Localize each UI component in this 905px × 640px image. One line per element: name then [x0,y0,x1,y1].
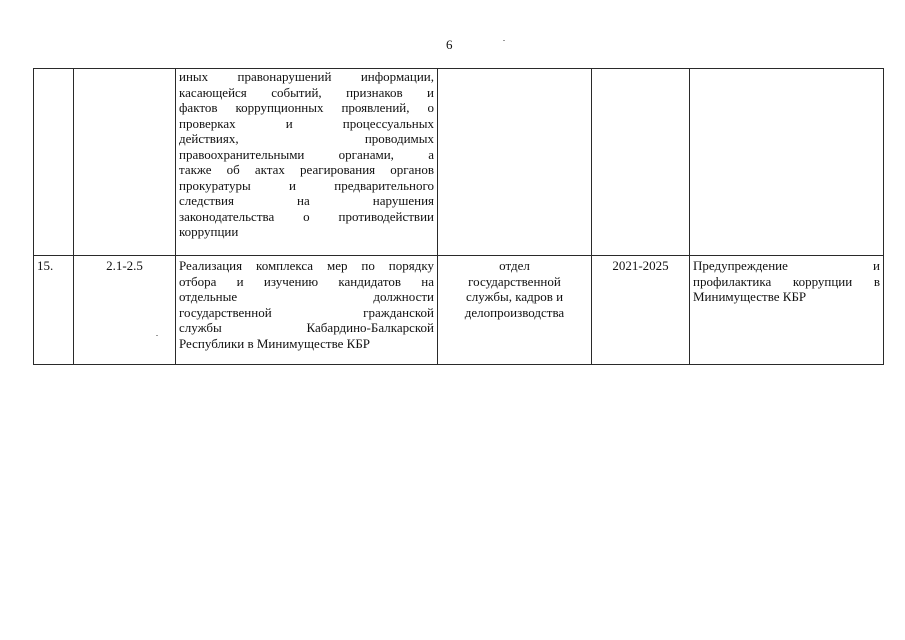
measure-text-line: фактов коррупционных проявлений, о [179,100,434,115]
result-text-line: Минимуществе КБР [693,289,807,304]
measure-text-line: иных правонарушений информации, [179,69,434,84]
measure-text-line: отбора и изучению кандидатов на [179,273,434,289]
measure-text-line: правоохранительными органами, а [179,146,434,162]
measure-text-line: коррупции [179,224,239,239]
scan-speck [503,40,505,41]
measure-text-line: проверках и процессуальных [179,115,434,131]
executor-line: государственной [468,273,561,289]
measure-text-line: следствия на нарушения [179,193,434,208]
cell-code [74,69,176,256]
result-text-line: Предупреждение и [693,258,880,273]
measure-text-line: государственной гражданской [179,304,434,320]
executor-line: службы, кадров и [465,289,564,304]
cell-measure [176,69,438,256]
page-number: 6 [446,37,453,52]
cell-executor [438,69,592,256]
cell-number [34,69,74,256]
measure-text-line: законодательства о противодействии [179,208,434,224]
measure-text-line: Реализация комплекса мер по порядку [179,258,434,273]
cell-period [592,69,690,256]
measures-table [33,68,884,365]
cell-executor [438,256,592,365]
cell-code: 2.1-2.5 [74,256,176,365]
measure-text-line: отдельные должности [179,289,434,304]
executor-line: делопроизводства [464,304,565,320]
measure-text-line: действиях, проводимых [179,131,434,146]
cell-measure [176,256,438,365]
measure-text-line: также об актах реагирования органов [179,162,434,177]
result-text-line: профилактика коррупции в [693,273,880,289]
measure-text-line: Республики в Минимуществе КБР [179,335,371,351]
measure-text-line: касающейся событий, признаков и [179,84,434,100]
measure-text-line: прокуратуры и предварительного [179,177,434,193]
table-row-continuation [34,69,884,256]
cell-period: 2021-2025 [592,256,690,365]
cell-number: 15. [34,256,74,365]
measure-text-line: службы Кабардино-Балкарской [179,320,434,335]
cell-result [690,69,884,256]
table-row-15 [34,256,884,365]
cell-result [690,256,884,365]
executor-line: отдел [499,258,530,273]
